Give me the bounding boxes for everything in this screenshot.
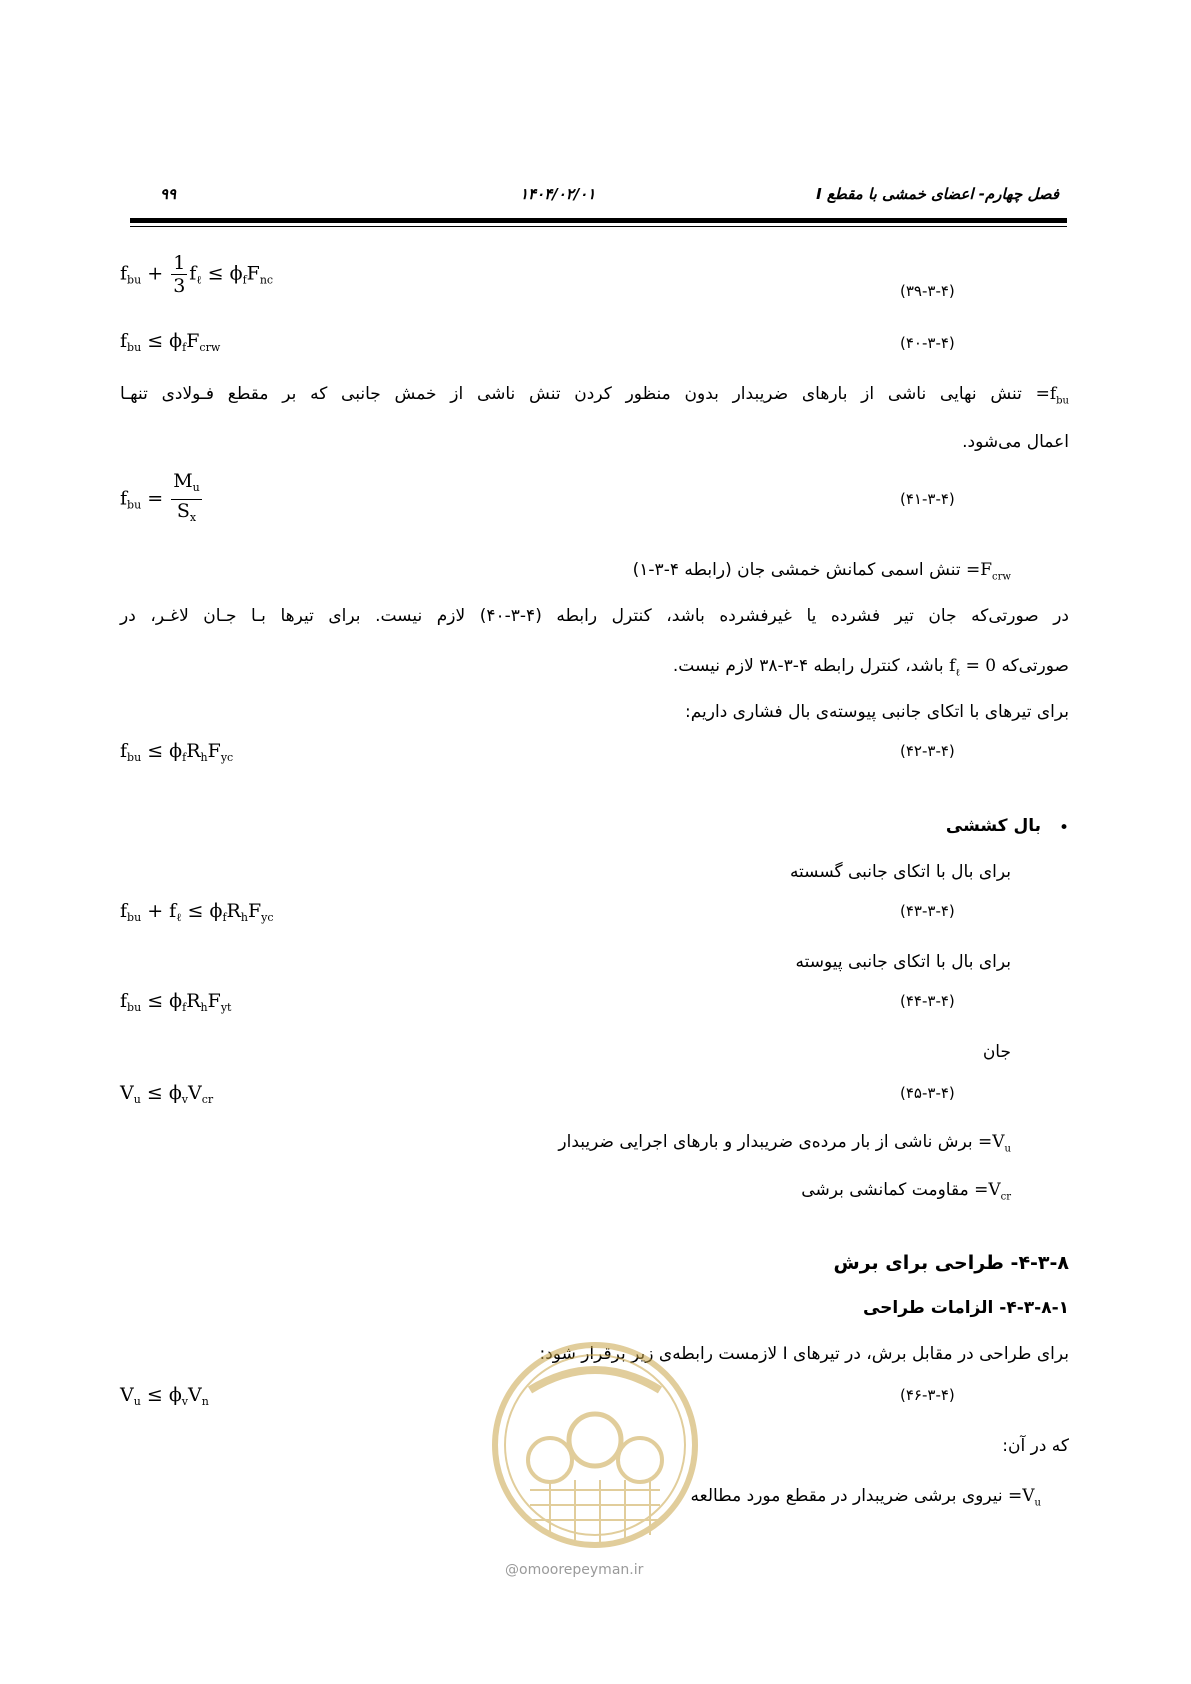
formula-39: $f_{bu}$ + $\frac{1}{3}$ $f_\ell \le \phi_fF_{nc}$ bbox=[120, 252, 274, 297]
page-number: ۹۹ bbox=[160, 185, 177, 203]
formula-44: $f_{bu} \le \phi_fR_hF_{yt}$ bbox=[120, 990, 232, 1014]
formula-46: $V_u \le \phi_vV_n$ bbox=[120, 1384, 209, 1408]
vu-definition-2: $V_u=$ نیروی برشی ضریبدار در مقطع مورد مطالعه bbox=[690, 1486, 1041, 1509]
continuous-compression-text: برای تیرهای با اتکای جانبی پیوسته‌ی بال فشاری داریم: bbox=[685, 702, 1069, 722]
equation-number-40: (۴۰-۳-۴) bbox=[900, 334, 955, 352]
subsection-heading: ۴-۳-۸-۱- الزامات طراحی bbox=[862, 1298, 1069, 1318]
equation-number-41: (۴۱-۳-۴) bbox=[900, 490, 955, 508]
header-date: ۱۴۰۴/۰۲/۰۱ bbox=[520, 185, 596, 203]
formula-42: $f_{bu} \le \phi_fR_hF_{yc}$ bbox=[120, 740, 234, 764]
fbu-definition-line-2: اعمال می‌شود. bbox=[962, 432, 1069, 452]
web-paragraph-line-1: در صورتی‌که جان تیر فشرده یا غیرفشرده باشد، کنترل رابطه (۴-۳-۴۰) لازم نیست. برای تیرها بـا جـان لاغـر، در bbox=[120, 606, 1070, 626]
discrete-bracing-text: برای بال با اتکای جانبی گسسته bbox=[789, 862, 1011, 882]
header-rule-thin bbox=[130, 226, 1067, 227]
web-paragraph-line-2: صورتی‌که $f_\ell = 0$ باشد، کنترل رابطه ۴-۳-۳۸ لازم نیست. bbox=[672, 656, 1069, 679]
watermark-logo bbox=[490, 1330, 700, 1560]
fraction-mu-over-sx: $\frac{M_u}{S_x}$ bbox=[173, 470, 200, 524]
formula-40: $f_{bu} \le \phi_fF_{crw}$ bbox=[120, 330, 221, 354]
vcr-definition: $V_{cr}=$ مقاومت کمانشی برشی bbox=[801, 1180, 1011, 1203]
fbu-definition-line-1: $f_{bu}=$ تنش نهایی ناشی از بارهای ضریبدار بدون منظور کردن تنش ناشی از خمش جانبی که بر مقطع فـولادی تنهـا bbox=[120, 384, 1069, 407]
equation-number-43: (۴۳-۳-۴) bbox=[900, 902, 955, 920]
equation-number-45: (۴۵-۳-۴) bbox=[900, 1084, 955, 1102]
formula-43: $f_{bu} + f_\ell \le \phi_fR_hF_{yc}$ bbox=[120, 900, 274, 924]
vu-definition: $V_u=$ برش ناشی از بار مرده‌ی ضریبدار و بارهای اجرایی ضریبدار bbox=[558, 1132, 1011, 1155]
fcrw-definition: $F_{crw}=$ تنش اسمی کمانش خمشی جان (رابطه ۴-۳-۱) bbox=[632, 560, 1011, 583]
web-heading: جان bbox=[982, 1042, 1011, 1062]
section-heading: ۴-۳-۸- طراحی برای برش bbox=[833, 1252, 1069, 1274]
header-rule-thick bbox=[130, 218, 1067, 223]
continuous-bracing-text: برای بال با اتکای جانبی پیوسته bbox=[795, 952, 1011, 972]
formula-41: $f_{bu}$ = $\frac{M_u}{S_x}$ bbox=[120, 470, 204, 529]
tension-flange-heading: بال کششی bbox=[945, 816, 1041, 836]
equation-number-42: (۴۲-۳-۴) bbox=[900, 742, 955, 760]
equation-number-39: (۳۹-۳-۴) bbox=[900, 282, 955, 300]
bullet-icon: • bbox=[1058, 818, 1069, 838]
watermark-url: @omoorepeyman.ir bbox=[505, 1562, 644, 1578]
fraction-one-third: $\frac{1}{3}$ bbox=[173, 252, 186, 297]
equation-number-46: (۴۶-۳-۴) bbox=[900, 1386, 955, 1404]
shear-requirement-text: برای طراحی در مقابل برش، در تیرهای I لازمست رابطه‌ی زیر برقرار شود: bbox=[539, 1344, 1069, 1364]
formula-45: $V_u \le \phi_vV_{cr}$ bbox=[120, 1082, 214, 1106]
equation-number-44: (۴۴-۳-۴) bbox=[900, 992, 955, 1010]
chapter-title: فصل چهارم- اعضای خمشی با مقطع I bbox=[816, 185, 1059, 203]
where-text: که در آن: bbox=[1002, 1436, 1069, 1456]
